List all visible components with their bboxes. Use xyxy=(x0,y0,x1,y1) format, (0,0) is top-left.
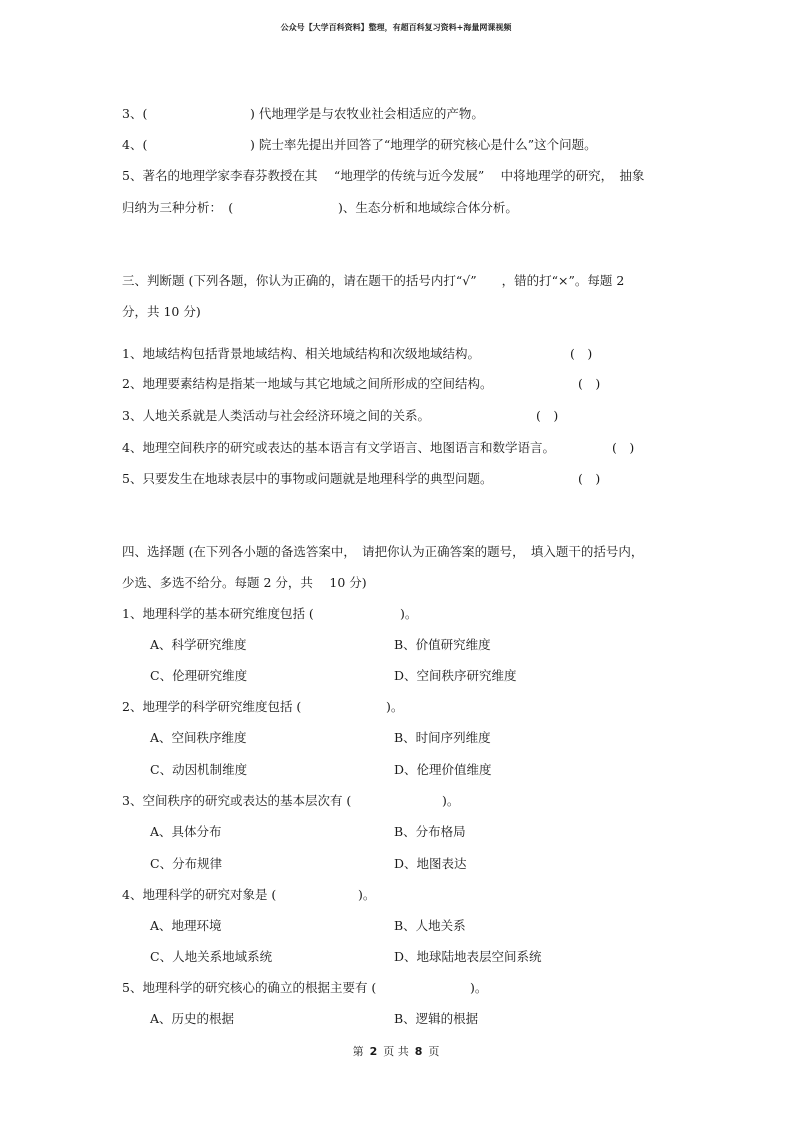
choice-q2-option-c: C、动因机制维度 xyxy=(150,762,248,777)
page-footer xyxy=(0,1043,792,1059)
choice-section-title-cont: 少选、多选不给分。每题 2 分，共 10 分) xyxy=(122,575,367,590)
judge-item-2: 2、地理要素结构是指某一地域与其它地域之间所形成的空间结构。 xyxy=(122,376,493,391)
fill-q4-text: ) 院士率先提出并回答了“地理学的研究核心是什么”这个问题。 xyxy=(250,137,597,152)
choice-q3-option-b: B、分布格局 xyxy=(394,824,466,839)
choice-q1-option-b: B、价值研究维度 xyxy=(394,637,491,652)
choice-q4-option-a: A、地理环境 xyxy=(150,918,222,933)
fill-q4-number: 4、( xyxy=(122,137,148,152)
judge-section-title: 三、判断题 (下列各题，你认为正确的，请在题干的括号内打“√” ，错的打“×”。每题 2 xyxy=(122,273,625,288)
choice-q3-stem: 3、空间秩序的研究或表达的基本层次有 ( xyxy=(122,793,352,808)
footer-middle: 页 共 xyxy=(383,1045,409,1058)
choice-q1-option-a: A、科学研究维度 xyxy=(150,637,247,652)
choice-q1-close: )。 xyxy=(400,606,418,621)
choice-q2-stem: 2、地理学的科学研究维度包括 ( xyxy=(122,699,302,714)
choice-q3-option-a: A、具体分布 xyxy=(150,824,222,839)
fill-q5-line2a: 归纳为三种分析： ( xyxy=(122,200,234,215)
footer-suffix: 页 xyxy=(428,1045,440,1058)
fill-q5-line1: 5、著名的地理学家李春芬教授在其 “地理学的传统与近今发展” 中将地理学的研究， 抽象 xyxy=(122,168,645,183)
choice-q4-option-d: D、地球陆地表层空间系统 xyxy=(394,949,542,964)
choice-q2-option-d: D、伦理价值维度 xyxy=(394,762,492,777)
choice-q1-option-d: D、空间秩序研究维度 xyxy=(394,668,517,683)
choice-q5-option-a: A、历史的根据 xyxy=(150,1011,235,1026)
judge-answer-4: ( ) xyxy=(612,440,635,455)
judge-section-title-cont: 分，共 10 分) xyxy=(122,304,201,319)
judge-item-5: 5、只要发生在地球表层中的事物或问题就是地理科学的典型问题。 xyxy=(122,471,493,486)
choice-q2-close: )。 xyxy=(386,699,404,714)
footer-prefix: 第 xyxy=(352,1045,364,1058)
page-header: 公众号【大学百科资料】整理，有超百科复习资料+海量网课视频 xyxy=(280,22,512,32)
choice-q3-option-d: D、地图表达 xyxy=(394,856,467,871)
judge-item-4: 4、地理空间秩序的研究或表达的基本语言有文学语言、地图语言和数学语言。 xyxy=(122,440,555,455)
choice-q5-option-b: B、逻辑的根据 xyxy=(394,1011,479,1026)
footer-page-number: 2 xyxy=(369,1045,378,1058)
choice-q2-option-a: A、空间秩序维度 xyxy=(150,730,247,745)
judge-answer-5: ( ) xyxy=(578,471,601,486)
choice-q1-option-c: C、伦理研究维度 xyxy=(150,668,248,683)
choice-q3-close: )。 xyxy=(442,793,460,808)
fill-q3-number: 3、( xyxy=(122,106,148,121)
choice-q2-option-b: B、时间序列维度 xyxy=(394,730,491,745)
judge-item-3: 3、人地关系就是人类活动与社会经济环境之间的关系。 xyxy=(122,408,430,423)
footer-total-pages: 8 xyxy=(414,1045,423,1058)
choice-q5-stem: 5、地理科学的研究核心的确立的根据主要有 ( xyxy=(122,980,377,995)
choice-q4-option-c: C、人地关系地域系统 xyxy=(150,949,273,964)
choice-q4-stem: 4、地理科学的研究对象是 ( xyxy=(122,887,277,902)
choice-q4-close: )。 xyxy=(358,887,376,902)
fill-q5-line2b: )、生态分析和地域综合体分析。 xyxy=(338,200,518,215)
judge-answer-3: ( ) xyxy=(536,408,559,423)
choice-q5-close: )。 xyxy=(470,980,488,995)
judge-answer-2: ( ) xyxy=(578,376,601,391)
choice-section-title: 四、选择题 (在下列各小题的备选答案中， 请把你认为正确答案的题号， 填入题干的括号内， xyxy=(122,544,644,559)
choice-q4-option-b: B、人地关系 xyxy=(394,918,466,933)
judge-answer-1: ( ) xyxy=(570,346,593,361)
choice-q1-stem: 1、地理科学的基本研究维度包括 ( xyxy=(122,606,314,621)
judge-item-1: 1、地域结构包括背景地域结构、相关地域结构和次级地域结构。 xyxy=(122,346,480,361)
fill-q3-text: ) 代地理学是与农牧业社会相适应的产物。 xyxy=(250,106,484,121)
choice-q3-option-c: C、分布规律 xyxy=(150,856,223,871)
